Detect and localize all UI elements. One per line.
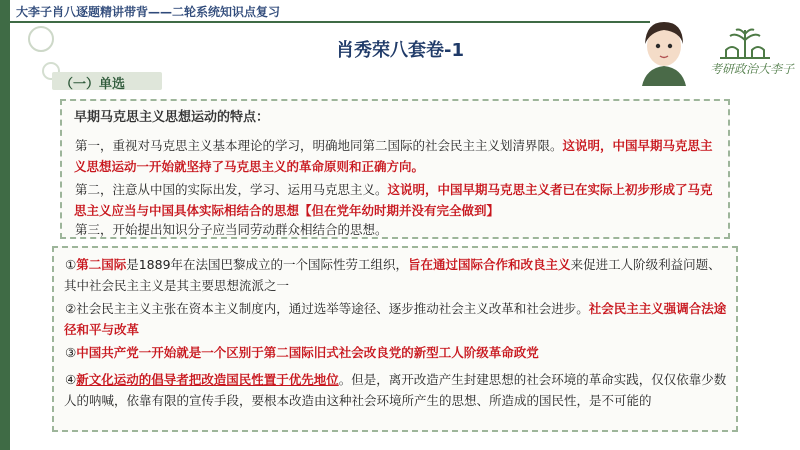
option-3 bbox=[64, 342, 728, 363]
section-label bbox=[52, 72, 162, 90]
tree-logo-icon bbox=[700, 22, 790, 62]
trait-paragraph-1 bbox=[74, 135, 722, 177]
option-1-number: ① bbox=[65, 257, 77, 272]
trait-2-emphasis: 这说明，中国早期马克思主义者已在实际上初步形成了马克思主义应当与中国具体实际相结合的思想【但在党年幼时期并没有完全做到】 bbox=[74, 182, 713, 218]
option-1-emphasis-a: 第二国际 bbox=[76, 257, 127, 272]
option-4-text: 。但是，离开改造产生封建思想的社会环境的革命实践，仅仅依靠少数人的呐喊，依靠有限的宣传手段，要根本改造由这种社会环境所产生的思想、所造成的国民性，是不可能的 bbox=[64, 372, 727, 408]
brand-logo-text: 考研政治大李子 bbox=[710, 62, 795, 76]
option-4-number: ④ bbox=[65, 372, 77, 387]
trait-1-text: 第一，重视对马克思主义基本理论的学习，明确地同第二国际的社会民主主义划清界限。 bbox=[75, 138, 563, 153]
trait-paragraph-2 bbox=[74, 179, 722, 221]
trait-3-text: 第三，开始提出知识分子应当同劳动群众相结合的思想。 bbox=[75, 222, 388, 237]
header-divider bbox=[10, 21, 650, 23]
traits-heading: 早期马克思主义思想运动的特点： bbox=[74, 110, 270, 125]
trait-1-emphasis: 这说明，中国早期马克思主义思想运动一开始就坚持了马克思主义的革命原则和正确方向。 bbox=[74, 138, 713, 174]
option-2-text: ②社会民主主义主张在资本主义制度内，通过选举等途径、逐步推动社会主义改革和社会进步。 bbox=[65, 301, 589, 316]
option-1 bbox=[64, 254, 728, 296]
options-box bbox=[52, 246, 738, 432]
header-banner-title: 大李子肖八逐题精讲带背——二轮系统知识点复习 bbox=[16, 5, 281, 19]
option-1-text-a: 是1889年在法国巴黎成立的一个国际性劳工组织， bbox=[126, 257, 409, 272]
traits-box bbox=[60, 99, 730, 239]
section-label-text: （一）单选 bbox=[60, 77, 126, 92]
avatar bbox=[636, 16, 692, 86]
option-2-emphasis: 社会民主主义强调合法途径和平与改革 bbox=[64, 301, 727, 337]
option-4 bbox=[64, 369, 728, 411]
option-4-emphasis: 新文化运动的倡导者把改造国民性置于优先地位 bbox=[76, 372, 339, 387]
trait-2-text: 第二，注意从中国的实际出发，学习、运用马克思主义。 bbox=[75, 182, 388, 197]
option-3-emphasis: 中国共产党一开始就是一个区别于第二国际旧式社会改良党的新型工人阶级革命政党 bbox=[76, 345, 539, 360]
option-2 bbox=[64, 298, 728, 340]
trait-paragraph-3 bbox=[74, 219, 722, 240]
brand-logo bbox=[700, 22, 795, 82]
option-3-number: ③ bbox=[65, 345, 77, 360]
option-1-text-b: 来促进工人阶级利益问题、其中社会民主主义是其主要思想流派之一 bbox=[64, 257, 721, 293]
left-accent-bar bbox=[0, 0, 10, 450]
slide-title: 肖秀荣八套卷-1 bbox=[336, 40, 464, 61]
option-1-emphasis-b: 旨在通过国际合作和改良主义 bbox=[408, 257, 571, 272]
